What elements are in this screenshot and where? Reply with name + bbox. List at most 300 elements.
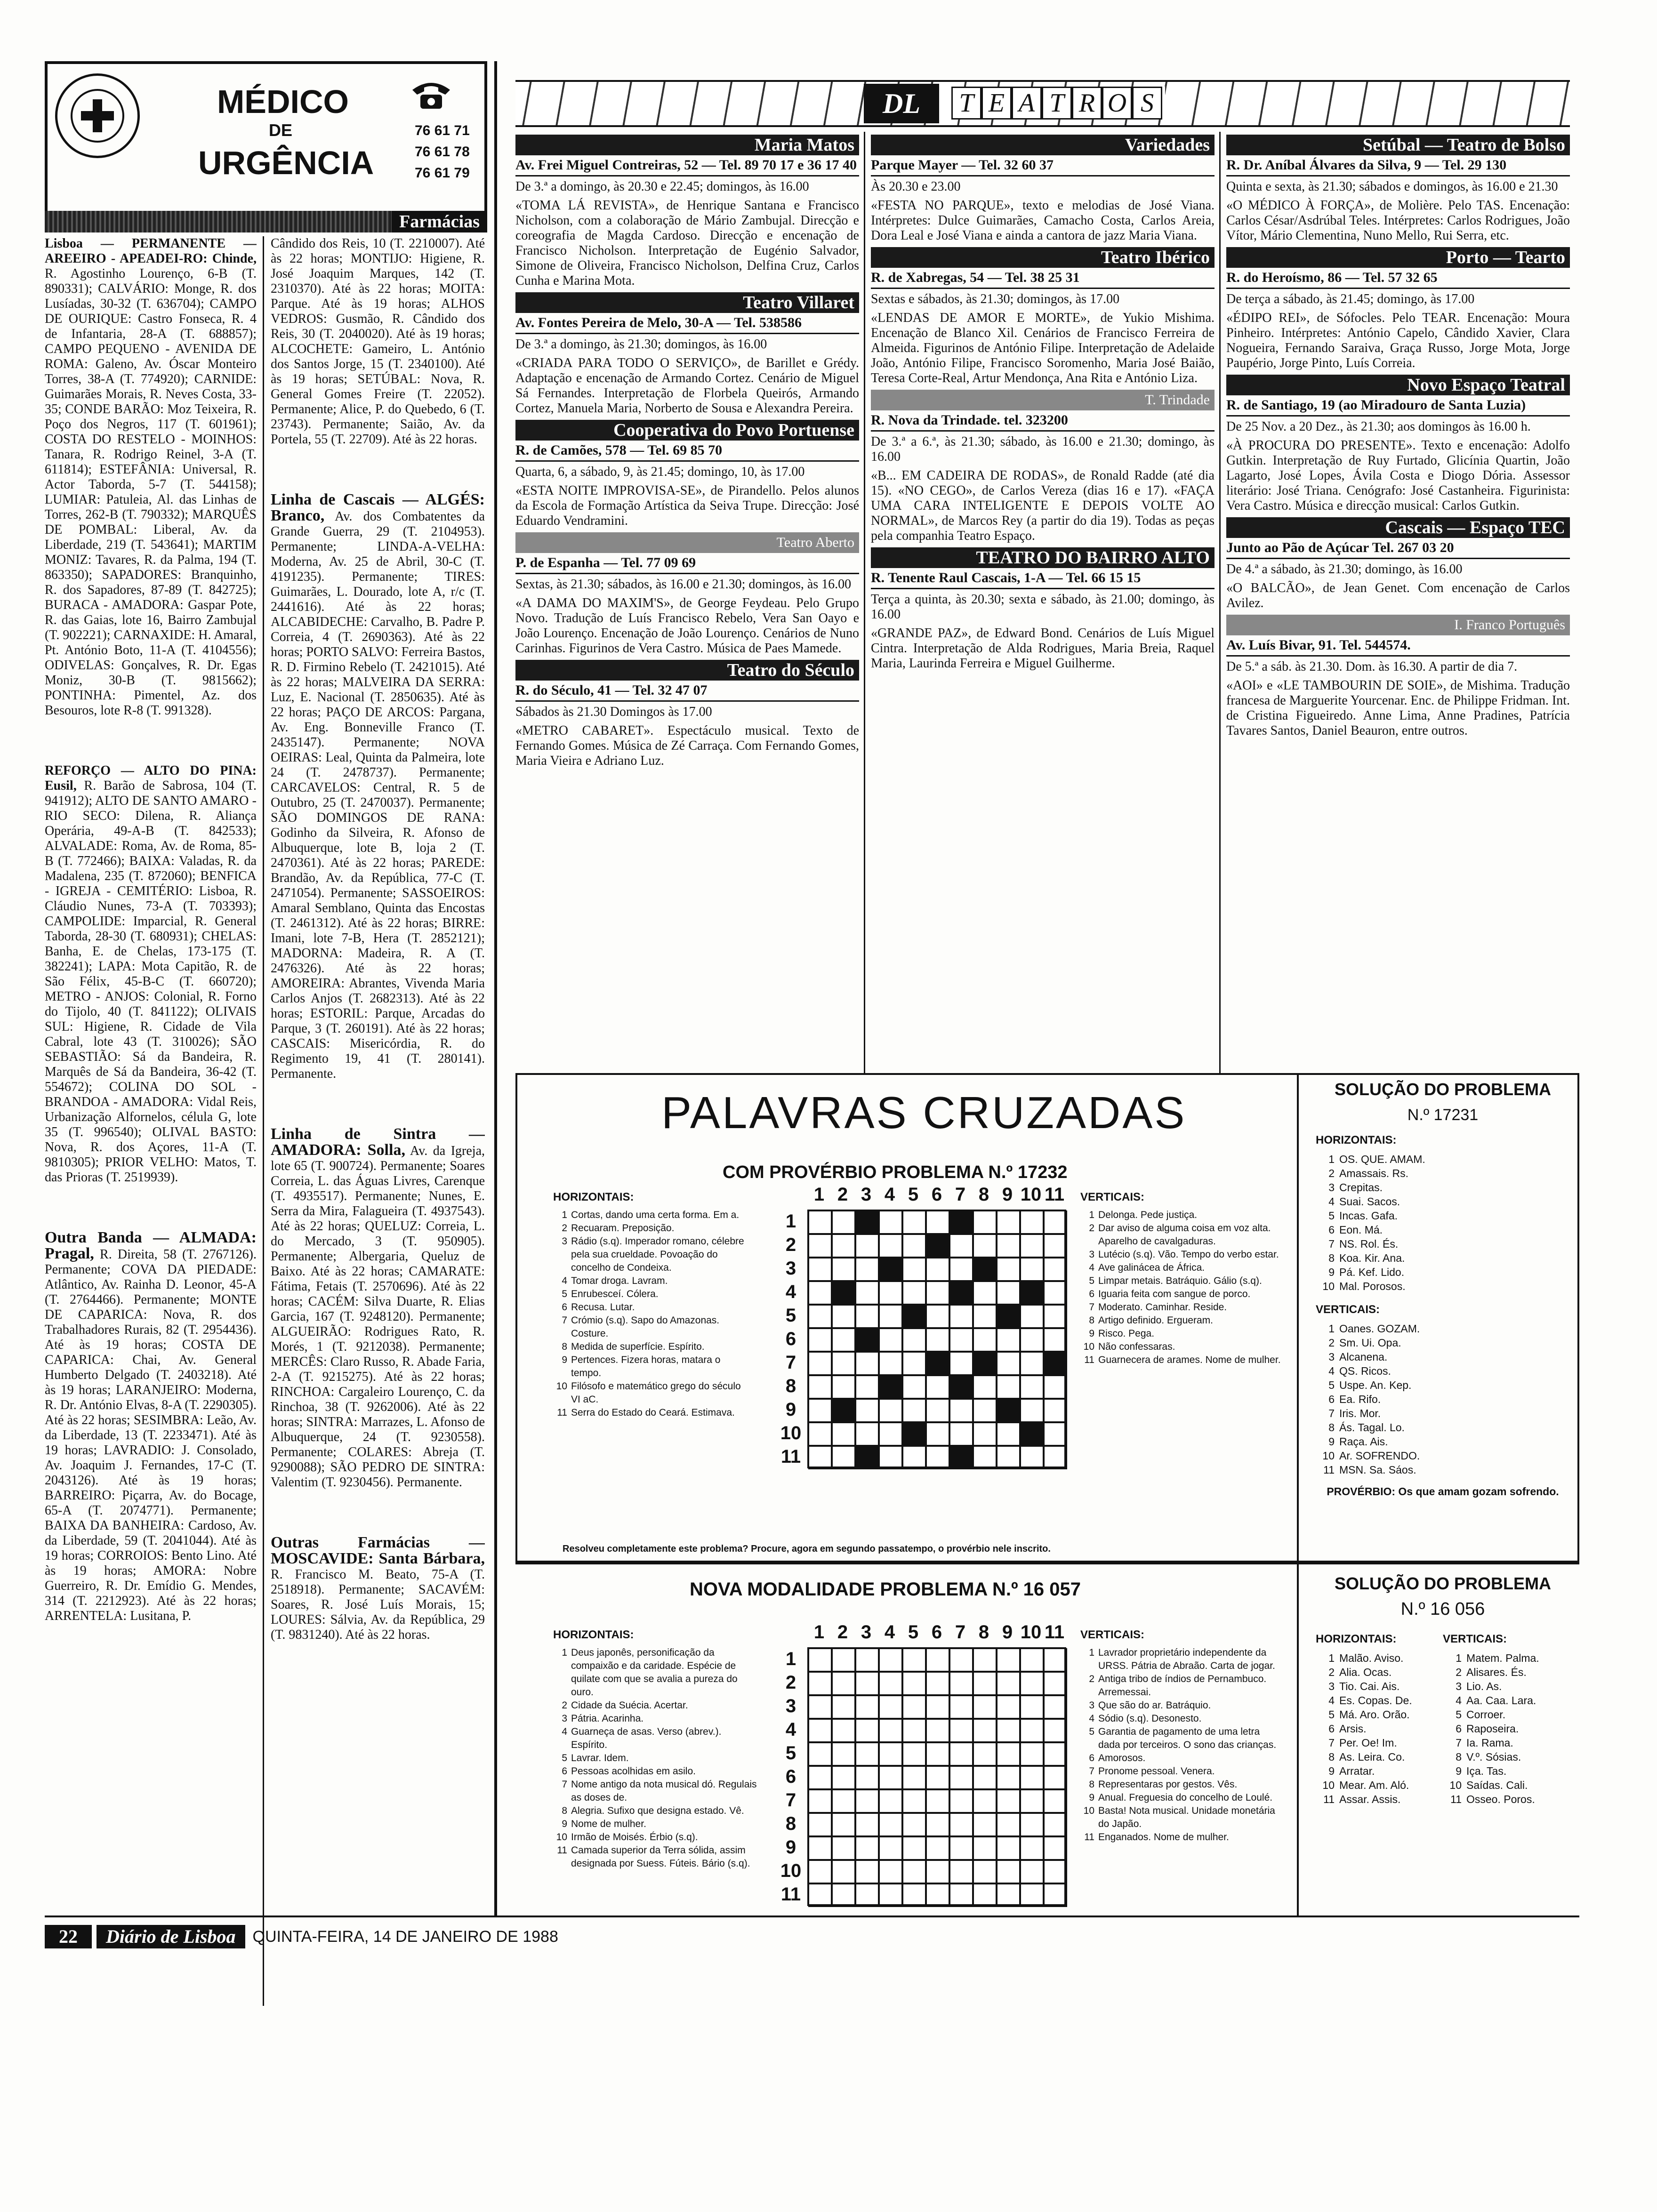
grid-cell[interactable] (902, 1375, 926, 1399)
grid-cell[interactable] (1044, 1422, 1067, 1446)
grid-cell[interactable] (879, 1328, 902, 1352)
clue-item: 8 Medida de superfície. Espírito. (562, 1341, 705, 1352)
grid-cell[interactable] (808, 1648, 832, 1672)
grid-cell[interactable] (973, 1836, 997, 1860)
solution-item: 10 Mear. Am. Aló. (1322, 1779, 1409, 1791)
grid-cell[interactable] (949, 1719, 973, 1742)
grid-cell[interactable] (973, 1648, 997, 1672)
grid-cell[interactable] (832, 1305, 855, 1328)
grid-cell[interactable] (949, 1258, 973, 1281)
grid-cell[interactable] (808, 1836, 832, 1860)
farmacias-setubal: Cândido dos Reis, 10 (T. 2210007). Até às 22 horas; MONTIJO: Higiene, R. José Joaquim Marques, 142 (T. 2310370). Até às 22 horas; MOITA: Parque. Até às 19 horas; ALHOS VEDROS: Gusmão, R. Cândido dos Reis, 30 (T. 2040020). Até às 19 horas; ALCOCHETE: Gameiro, L. António dos Santos Jorge, 15 (T. 2340100). Até às 19 horas; SETÚBAL: Nova, R. General Gomes Freire (T. 22052). Permanente; Alice, P. do Quebedo, 6 (T. 23743). Permanente; Saião, Av. da Portela, 55 (T. 22709). Até às 22 horas. (271, 236, 485, 447)
theatre-address: Junto ao Pão de Açúcar Tel. 267 03 20 (1226, 538, 1570, 559)
clue-item: 4 Sódio (s.q). Desonesto. (1089, 1713, 1202, 1724)
grid-cell[interactable] (879, 1281, 902, 1305)
grid-cell[interactable] (973, 1860, 997, 1883)
solution-item: 7 Per. Oe! Im. (1328, 1737, 1397, 1749)
grid-cell[interactable] (832, 1648, 855, 1672)
solution-item: 9 Pá. Kef. Lido. (1328, 1266, 1405, 1278)
grid-cell[interactable] (1044, 1328, 1067, 1352)
column-number: 8 (978, 1622, 989, 1643)
grid-cell[interactable] (808, 1305, 832, 1328)
column-number: 2 (837, 1622, 848, 1643)
grid-cell[interactable] (808, 1375, 832, 1399)
grid-cell[interactable] (808, 1352, 832, 1375)
grid-cell[interactable] (832, 1672, 855, 1695)
grid-cell[interactable] (832, 1860, 855, 1883)
grid-cell[interactable] (926, 1766, 949, 1789)
grid-cell[interactable] (855, 1766, 879, 1789)
grid-cell[interactable] (1044, 1446, 1067, 1469)
grid-cell[interactable] (926, 1399, 949, 1422)
clue-item: 2 Cidade da Suécia. Acertar. (562, 1700, 688, 1711)
grid-cell[interactable] (926, 1789, 949, 1813)
grid-cell[interactable] (997, 1719, 1020, 1742)
grid-cell[interactable] (1044, 1813, 1067, 1836)
solution-item: 4 Es. Copas. De. (1328, 1694, 1412, 1707)
grid-cell[interactable] (902, 1742, 926, 1766)
grid-cell[interactable] (973, 1422, 997, 1446)
grid-cell[interactable] (997, 1860, 1020, 1883)
grid-cell[interactable] (926, 1422, 949, 1446)
grid-cell[interactable] (949, 1836, 973, 1860)
grid-cell[interactable] (973, 1883, 997, 1907)
grid-cell[interactable] (1020, 1883, 1044, 1907)
grid-cell[interactable] (855, 1422, 879, 1446)
grid-cell[interactable] (973, 1672, 997, 1695)
grid-cell[interactable] (808, 1695, 832, 1719)
solution2-number: N.º 16 056 (1400, 1599, 1485, 1619)
grid-cell[interactable] (1044, 1234, 1067, 1258)
grid-cell[interactable] (997, 1883, 1020, 1907)
grid-cell[interactable] (973, 1789, 997, 1813)
grid-cell[interactable] (973, 1305, 997, 1328)
grid-cell[interactable] (902, 1352, 926, 1375)
crossword2-v-label: VERTICAIS: (1080, 1628, 1145, 1641)
grid-cell[interactable] (808, 1860, 832, 1883)
grid-cell[interactable] (855, 1860, 879, 1883)
grid-cell[interactable] (902, 1328, 926, 1352)
grid-cell[interactable] (879, 1210, 902, 1234)
grid-cell[interactable] (1044, 1789, 1067, 1813)
grid-cell[interactable] (1020, 1742, 1044, 1766)
grid-cell[interactable] (997, 1695, 1020, 1719)
grid-cell[interactable] (949, 1234, 973, 1258)
theatre-listing (515, 420, 859, 529)
theatre-schedule: Sextas, às 21.30; sábados, às 16.00 e 21.30; domingos, às 16.00 (515, 577, 852, 592)
black-cell (949, 1210, 973, 1234)
grid-cell[interactable] (997, 1210, 1020, 1234)
grid-cell[interactable] (949, 1399, 973, 1422)
grid-cell[interactable] (1044, 1399, 1067, 1422)
farmacias-sintra: Linha de Sintra — AMADORA: Solla, Av. da Igreja, lote 65 (T. 900724). Permanente; Soares Correia, L. das Águas Livres, Carenque (T. 4935517). Permanente; Nunes, E. Serra da Mira, Falagueira (T. 4937543). Até às 22 horas; QUELUZ: Correia, L. do Mercado, 3 (T. 950905). Permanente; Albergaria, Queluz de Baixo. Até às 22 horas; CAMARATE: Fátima, Fetais (T. 2570696). Até às 22 horas; CACÉM: Silva Duarte, R. Elias Garcia, 167 (T. 9248120). Permanente; ALGUEIRÃO: Rodrigues Rato, R. Morés, 1 (T. 9212038). Permanente; MERCÊS: Claro Russo, R. Abade Faria, 2-A (T. 9215275). Até às 22 horas; RINCHOA: Cargaleiro Lourenço, C. da Rinchoa, 38 (T. 9262006). Até às 22 horas; SINTRA: Marrazes, L. Afonso de Albuquerque, 24 (T. 9230558). Permanente; COLARES: Abreja (T. 9290088); SÃO PEDRO DE SINTRA: Valentim (T. 9230456). Permanente. (271, 1125, 485, 1490)
theatre-address: R. de Camões, 578 — Tel. 69 85 70 (515, 441, 859, 462)
grid-cell[interactable] (902, 1860, 926, 1883)
grid-cell[interactable] (926, 1446, 949, 1469)
clue-item: 1 Deus japonês, personificação da compaixão e da caridade. Espécie de quilate com que se avalia a pureza do ouro. (562, 1647, 738, 1698)
grid-cell[interactable] (1044, 1836, 1067, 1860)
grid-cell[interactable] (808, 1672, 832, 1695)
grid-cell[interactable] (926, 1695, 949, 1719)
clue-item: 5 Enrubesceí. Cólera. (562, 1289, 659, 1299)
clue-item: 6 Pessoas acolhidas em asilo. (562, 1766, 696, 1777)
grid-cell[interactable] (1044, 1305, 1067, 1328)
grid-cell[interactable] (949, 1422, 973, 1446)
grid-cell[interactable] (1044, 1695, 1067, 1719)
grid-cell[interactable] (949, 1813, 973, 1836)
grid-cell[interactable] (808, 1258, 832, 1281)
grid-cell[interactable] (879, 1742, 902, 1766)
clue-item: 4 Tomar droga. Lavram. (562, 1275, 668, 1286)
grid-cell[interactable] (926, 1813, 949, 1836)
grid-cell[interactable] (997, 1281, 1020, 1305)
theatre-schedule: De terça a sábado, às 21.45; domingo, às 17.00 (1226, 292, 1475, 306)
grid-cell[interactable] (879, 1695, 902, 1719)
grid-cell[interactable] (808, 1446, 832, 1469)
grid-cell[interactable] (926, 1742, 949, 1766)
grid-cell[interactable] (832, 1234, 855, 1258)
grid-cell[interactable] (1020, 1234, 1044, 1258)
grid-cell[interactable] (997, 1766, 1020, 1789)
row-number: 11 (780, 1884, 801, 1905)
grid-cell[interactable] (902, 1695, 926, 1719)
grid-cell[interactable] (973, 1695, 997, 1719)
grid-cell[interactable] (902, 1836, 926, 1860)
clue-item: 5 Lavrar. Idem. (562, 1753, 629, 1763)
column-number: 1 (813, 1184, 825, 1205)
grid-cell[interactable] (855, 1883, 879, 1907)
grid-cell[interactable] (855, 1789, 879, 1813)
solution-item: 6 Raposeira. (1456, 1723, 1519, 1735)
solution-item: 2 Amassais. Rs. (1328, 1167, 1408, 1179)
grid-cell[interactable] (902, 1648, 926, 1672)
clue-item: 11 Serra do Estado do Ceará. Estimava. (557, 1407, 735, 1418)
grid-cell[interactable] (973, 1375, 997, 1399)
grid-cell[interactable] (997, 1836, 1020, 1860)
black-cell (973, 1258, 997, 1281)
grid-cell[interactable] (855, 1695, 879, 1719)
grid-cell[interactable] (879, 1883, 902, 1907)
grid-cell[interactable] (855, 1836, 879, 1860)
solution-item: 1 Malão. Aviso. (1328, 1652, 1404, 1664)
grid-cell[interactable] (902, 1446, 926, 1469)
grid-cell[interactable] (1020, 1328, 1044, 1352)
grid-cell[interactable] (832, 1422, 855, 1446)
crossword2-h-label: HORIZONTAIS: (553, 1628, 634, 1641)
grid-cell[interactable] (1020, 1813, 1044, 1836)
theatre-description: «FESTA NO PARQUE», texto e melodias de José Viana. Intérpretes: Dulce Guimarães, Camacho Costa, Carlos Areia, Dora Leal e José Viana e ainda a cantora de jazz Maria Viana. (871, 198, 1215, 243)
telephone-icon (410, 78, 452, 111)
grid-cell[interactable] (855, 1375, 879, 1399)
grid-cell[interactable] (997, 1742, 1020, 1766)
theatre-description: «ESTA NOITE IMPROVISA-SE», de Pirandello. Pelos alunos da Escola de Formação Artística da Seiva Trupe. Direcção: José Eduardo Vendramini. (515, 483, 859, 528)
farmacias-title: Farmácias (392, 211, 487, 232)
grid-cell[interactable] (879, 1352, 902, 1375)
grid-cell[interactable] (879, 1860, 902, 1883)
grid-cell[interactable] (808, 1883, 832, 1907)
grid-cell[interactable] (926, 1210, 949, 1234)
grid-cell[interactable] (949, 1695, 973, 1719)
grid-cell[interactable] (855, 1719, 879, 1742)
grid-cell[interactable] (879, 1813, 902, 1836)
grid-cell[interactable] (949, 1672, 973, 1695)
grid-cell[interactable] (855, 1258, 879, 1281)
solution-item: 2 Sm. Ui. Opa. (1328, 1337, 1401, 1349)
grid-cell[interactable] (879, 1422, 902, 1446)
grid-cell[interactable] (1020, 1789, 1044, 1813)
theatre-description: «CRIADA PARA TODO O SERVIÇO», de Barillet e Grédy. Adaptação e encenação de Armando Cortez. Cenário de Miguel Sá Fernandes. Interpretação de Florbela Queirós, Armando Cortez, Manuela Maria, Norberto de Sousa e Alexandra Pereira. (515, 356, 859, 416)
black-cell (879, 1375, 902, 1399)
grid-cell[interactable] (926, 1648, 949, 1672)
grid-cell[interactable] (926, 1672, 949, 1695)
grid-cell[interactable] (926, 1836, 949, 1860)
grid-cell[interactable] (902, 1399, 926, 1422)
grid-cell[interactable] (997, 1648, 1020, 1672)
grid-cell[interactable] (1020, 1648, 1044, 1672)
row-number: 8 (785, 1813, 796, 1834)
grid-cell[interactable] (973, 1234, 997, 1258)
grid-cell[interactable] (926, 1860, 949, 1883)
grid-cell[interactable] (926, 1719, 949, 1742)
grid-cell[interactable] (855, 1648, 879, 1672)
grid-cell[interactable] (832, 1836, 855, 1860)
grid-cell[interactable] (1044, 1258, 1067, 1281)
grid-cell[interactable] (1020, 1766, 1044, 1789)
grid-cell[interactable] (949, 1305, 973, 1328)
grid-cell[interactable] (879, 1672, 902, 1695)
grid-cell[interactable] (997, 1813, 1020, 1836)
grid-cell[interactable] (949, 1883, 973, 1907)
grid-cell[interactable] (808, 1742, 832, 1766)
grid-cell[interactable] (997, 1328, 1020, 1352)
grid-cell[interactable] (855, 1672, 879, 1695)
grid-cell[interactable] (808, 1210, 832, 1234)
grid-cell[interactable] (808, 1328, 832, 1352)
grid-cell[interactable] (1020, 1210, 1044, 1234)
theatre-address: R. do Heroísmo, 86 — Tel. 57 32 65 (1226, 268, 1570, 289)
grid-cell[interactable] (902, 1258, 926, 1281)
grid-cell[interactable] (949, 1789, 973, 1813)
grid-cell[interactable] (879, 1836, 902, 1860)
grid-cell[interactable] (997, 1258, 1020, 1281)
grid-cell[interactable] (973, 1742, 997, 1766)
clue-item: 9 Nome de mulher. (562, 1819, 646, 1829)
grid-cell[interactable] (1020, 1860, 1044, 1883)
grid-cell[interactable] (808, 1789, 832, 1813)
grid-cell[interactable] (879, 1305, 902, 1328)
grid-cell[interactable] (902, 1719, 926, 1742)
grid-cell[interactable] (973, 1328, 997, 1352)
theatre-listing (871, 390, 1215, 544)
grid-cell[interactable] (902, 1883, 926, 1907)
grid-cell[interactable] (949, 1328, 973, 1352)
theatre-address: Av. Fontes Pereira de Melo, 30-A — Tel. 538586 (515, 313, 859, 334)
clue-item: 1 Lavrador proprietário independente da URSS. Pátria de Abraão. Carta de jogar. (1089, 1647, 1275, 1671)
grid-cell[interactable] (1020, 1672, 1044, 1695)
grid-cell[interactable] (1044, 1719, 1067, 1742)
grid-cell[interactable] (926, 1281, 949, 1305)
grid-cell[interactable] (973, 1399, 997, 1422)
grid-cell[interactable] (949, 1742, 973, 1766)
grid-cell[interactable] (808, 1281, 832, 1305)
theatre-description: «À PROCURA DO PRESENTE». Texto e encenação: Adolfo Gutkin. Interpretação de Ruy Furtado, Glicínia Quartin, João Lagarto, José Lopes, Ávila Costa e Diogo Dória. Assessor literário: José Triana. Cenógrafo: José Castanheira. Figurinista: Vera Castro. Música e direcção musical: Carlos Gutkin. (1226, 438, 1570, 513)
grid-cell[interactable] (832, 1766, 855, 1789)
grid-cell[interactable] (1020, 1695, 1044, 1719)
grid-cell[interactable] (808, 1766, 832, 1789)
grid-cell[interactable] (1020, 1305, 1044, 1328)
grid-cell[interactable] (902, 1672, 926, 1695)
crossword2-grid (807, 1647, 1066, 1906)
grid-cell[interactable] (973, 1813, 997, 1836)
grid-cell[interactable] (973, 1210, 997, 1234)
theatre-address: Av. Luís Bivar, 91. Tel. 544574. (1226, 635, 1570, 657)
grid-cell[interactable] (808, 1422, 832, 1446)
grid-cell[interactable] (832, 1719, 855, 1742)
grid-cell[interactable] (902, 1210, 926, 1234)
grid-cell[interactable] (997, 1352, 1020, 1375)
column-number: 11 (1044, 1622, 1065, 1643)
grid-cell[interactable] (879, 1399, 902, 1422)
grid-cell[interactable] (997, 1375, 1020, 1399)
grid-cell[interactable] (973, 1766, 997, 1789)
grid-cell[interactable] (1020, 1375, 1044, 1399)
black-cell (1044, 1352, 1067, 1375)
grid-cell[interactable] (808, 1719, 832, 1742)
clue-item: 10 Filósofo e matemático grego do século VI aC. (556, 1381, 741, 1405)
grid-cell[interactable] (902, 1789, 926, 1813)
black-cell (855, 1210, 879, 1234)
solution-item: 6 Ea. Rifo. (1328, 1393, 1381, 1405)
grid-cell[interactable] (902, 1234, 926, 1258)
grid-cell[interactable] (832, 1883, 855, 1907)
grid-cell[interactable] (926, 1375, 949, 1399)
grid-cell[interactable] (1044, 1742, 1067, 1766)
grid-cell[interactable] (1020, 1352, 1044, 1375)
theatre-description: «O MÉDICO À FORÇA», de Molière. Pelo TAS. Encenação: Carlos César/Asdrúbal Teles. Intérpretes: Carlos Rodrigues, João Vítor, Mário Clementina, Nuno Mello, Rui Serra, etc. (1226, 198, 1570, 243)
grid-cell[interactable] (1020, 1399, 1044, 1422)
grid-cell[interactable] (855, 1281, 879, 1305)
theatre-address: P. de Espanha — Tel. 77 09 69 (515, 553, 859, 574)
theatre-description: «LENDAS DE AMOR E MORTE», de Yukio Mishima. Encenação de Blanco Xil. Cenários de Francisco Ferreira de Almeida. Figurinos de António Filipe. Interpretação de Adelaide João, António Filipe, Francisco Soromenho, Maria José Baião, Teresa Corte-Real, Artur Mendonça, Ana Rita e António Liza. (871, 311, 1215, 385)
grid-cell[interactable] (808, 1234, 832, 1258)
grid-cell[interactable] (832, 1328, 855, 1352)
theatre-name: Setúbal — Teatro de Bolso (1226, 135, 1570, 155)
grid-cell[interactable] (832, 1352, 855, 1375)
theatre-listing (871, 247, 1215, 386)
grid-cell[interactable] (879, 1719, 902, 1742)
grid-cell[interactable] (1044, 1672, 1067, 1695)
theatre-name: Maria Matos (515, 135, 859, 155)
grid-cell[interactable] (1020, 1719, 1044, 1742)
grid-cell[interactable] (808, 1813, 832, 1836)
black-cell (902, 1422, 926, 1446)
theatre-name: T. Trindade (871, 390, 1215, 410)
black-cell (855, 1446, 879, 1469)
grid-cell[interactable] (926, 1258, 949, 1281)
grid-cell[interactable] (1044, 1860, 1067, 1883)
grid-cell[interactable] (855, 1813, 879, 1836)
solution-item: 1 Matem. Palma. (1456, 1652, 1539, 1664)
grid-cell[interactable] (832, 1258, 855, 1281)
crossword1-verticais (1080, 1191, 1283, 1367)
column-number: 7 (955, 1184, 966, 1205)
grid-cell[interactable] (973, 1719, 997, 1742)
grid-cell[interactable] (1044, 1648, 1067, 1672)
grid-cell[interactable] (879, 1766, 902, 1789)
grid-cell[interactable] (949, 1648, 973, 1672)
grid-cell[interactable] (879, 1446, 902, 1469)
grid-cell[interactable] (808, 1399, 832, 1422)
grid-cell[interactable] (997, 1234, 1020, 1258)
grid-cell[interactable] (832, 1375, 855, 1399)
column-number: 6 (931, 1184, 942, 1205)
grid-cell[interactable] (879, 1234, 902, 1258)
medico-urgencia-box (45, 61, 487, 216)
grid-cell[interactable] (1044, 1375, 1067, 1399)
theatre-schedule: De 3.ª a domingo, às 21.30; domingos, às 16.00 (515, 337, 767, 352)
grid-cell[interactable] (1044, 1883, 1067, 1907)
grid-cell[interactable] (1044, 1210, 1067, 1234)
grid-cell[interactable] (832, 1789, 855, 1813)
grid-cell[interactable] (1044, 1766, 1067, 1789)
grid-cell[interactable] (949, 1766, 973, 1789)
grid-cell[interactable] (997, 1422, 1020, 1446)
grid-cell[interactable] (926, 1305, 949, 1328)
grid-cell[interactable] (832, 1742, 855, 1766)
solution-item: 11 Assar. Assis. (1323, 1793, 1401, 1805)
grid-cell[interactable] (997, 1672, 1020, 1695)
clue-item: 4 Ave galinácea de África. (1089, 1262, 1205, 1273)
row-number: 10 (780, 1423, 802, 1443)
grid-cell[interactable] (855, 1305, 879, 1328)
grid-cell[interactable] (926, 1328, 949, 1352)
grid-cell[interactable] (902, 1281, 926, 1305)
grid-cell[interactable] (855, 1742, 879, 1766)
grid-cell[interactable] (949, 1860, 973, 1883)
grid-cell[interactable] (1020, 1446, 1044, 1469)
solution2-box (1316, 1574, 1570, 1806)
grid-cell[interactable] (879, 1789, 902, 1813)
solution-item: 6 Eon. Má. (1328, 1224, 1383, 1236)
grid-cell[interactable] (973, 1446, 997, 1469)
grid-cell[interactable] (926, 1883, 949, 1907)
column-number: 6 (931, 1622, 942, 1643)
theatre-description: «ÉDIPO REI», de Sófocles. Pelo TEAR. Encenação: Moura Pinheiro. Intérpretes: António Capelo, Cândido Xavier, Clara Nogueira, Fernando Saraiva, Graça Russo, Jorge Mota, Jorge Paupério, Jorge Pinto, Luís Correia. (1226, 311, 1570, 370)
grid-cell[interactable] (1020, 1836, 1044, 1860)
black-cell (855, 1328, 879, 1352)
grid-cell[interactable] (997, 1789, 1020, 1813)
grid-cell[interactable] (973, 1281, 997, 1305)
grid-cell[interactable] (1044, 1281, 1067, 1305)
grid-cell[interactable] (1020, 1258, 1044, 1281)
solution-item: 8 Koa. Kir. Ana. (1328, 1252, 1405, 1264)
grid-cell[interactable] (949, 1352, 973, 1375)
grid-cell[interactable] (832, 1446, 855, 1469)
grid-cell[interactable] (902, 1813, 926, 1836)
grid-cell[interactable] (832, 1813, 855, 1836)
grid-cell[interactable] (855, 1399, 879, 1422)
grid-cell[interactable] (997, 1446, 1020, 1469)
black-cell (926, 1352, 949, 1375)
grid-cell[interactable] (902, 1766, 926, 1789)
teatros-title (949, 87, 1165, 120)
grid-cell[interactable] (879, 1648, 902, 1672)
grid-cell[interactable] (855, 1352, 879, 1375)
grid-cell[interactable] (832, 1695, 855, 1719)
grid-cell[interactable] (832, 1210, 855, 1234)
solution-item: 6 Arsis. (1328, 1723, 1367, 1735)
grid-cell[interactable] (855, 1234, 879, 1258)
